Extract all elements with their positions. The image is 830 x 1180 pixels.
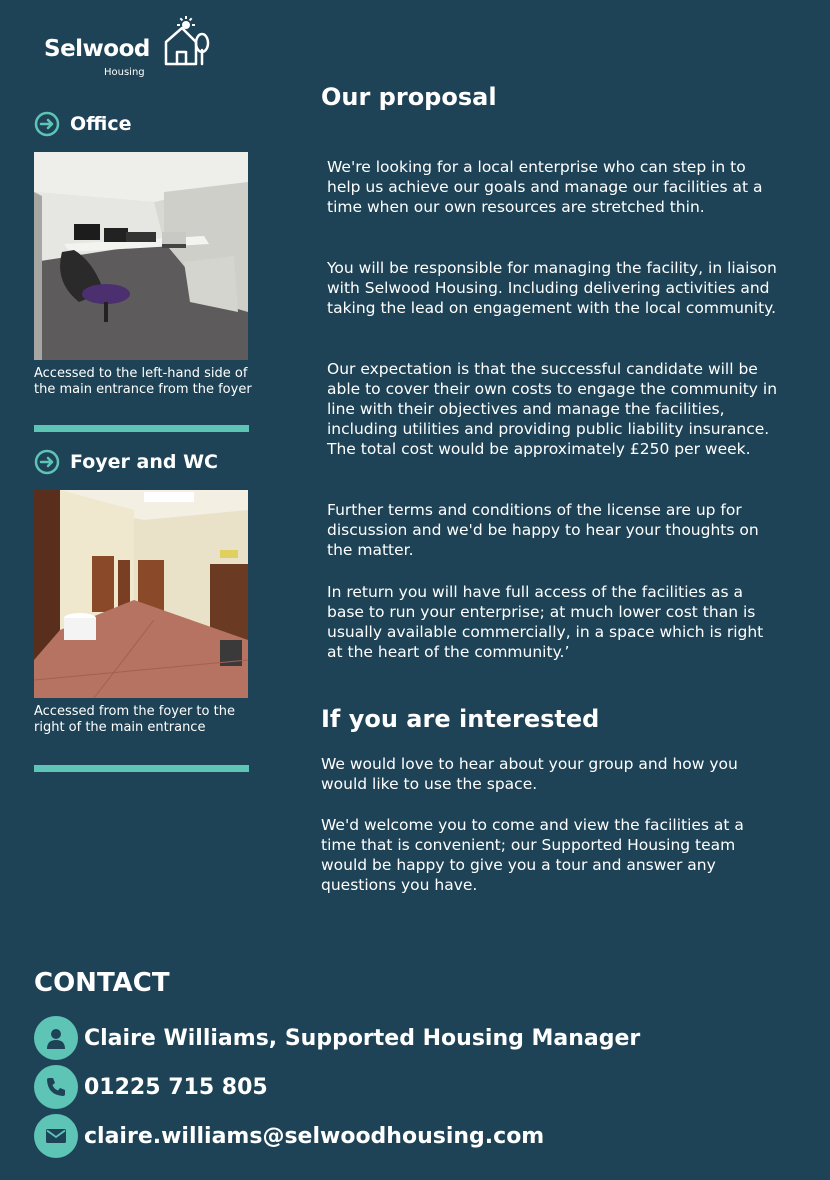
proposal-paragraph-5: In return you will have full access of the facilities as a base to run your enterprise; at much lower cost than is usually available commercially, in a space which is right at the heart of the community.’ (327, 583, 764, 661)
contact-name-row (34, 1016, 640, 1060)
office-caption: Accessed to the left-hand side of the main entrance from the foyer (34, 366, 252, 397)
proposal-title: Our proposal (321, 83, 497, 111)
office-heading (34, 111, 132, 137)
logo-wordmark: Selwood (44, 36, 150, 62)
contact-phone-row (34, 1065, 268, 1109)
arrow-circle-icon (34, 111, 60, 137)
contact-email-row (34, 1114, 544, 1158)
mail-icon (34, 1114, 78, 1158)
proposal-paragraph-4: Further terms and conditions of the license are up for discussion and we'd be happy to hear your thoughts on the matter. (327, 501, 759, 559)
interested-paragraph-2: We'd welcome you to come and view the facilities at a time that is convenient; our Supported Housing team would be happy to give you a tour and answer any questions you have. (321, 816, 744, 894)
office-title: Office (70, 113, 132, 135)
foyer-title: Foyer and WC (70, 451, 218, 473)
office-photo (34, 152, 248, 360)
foyer-heading (34, 449, 218, 475)
house-sun-icon (162, 16, 212, 68)
person-icon (34, 1016, 78, 1060)
interested-paragraph-1: We would love to hear about your group and how you would like to use the space. (321, 755, 738, 793)
interested-title: If you are interested (321, 705, 600, 733)
proposal-paragraph-2: You will be responsible for managing the facility, in liaison with Selwood Housing. Including delivering activities and taking the lead on engagement with the local community. (327, 259, 777, 317)
foyer-photo (34, 490, 248, 698)
divider-bar (34, 425, 249, 432)
logo-subtitle: Housing (104, 67, 145, 78)
contact-title: CONTACT (34, 968, 170, 998)
foyer-caption: Accessed from the foyer to the right of the main entrance (34, 704, 235, 735)
proposal-paragraph-3: Our expectation is that the successful candidate will be able to cover their own costs to engage the community in line with their objectives and manage the facilities, including utilities and providing public liability insurance. The total cost would be approximately £250 per week. (327, 360, 778, 458)
arrow-circle-icon (34, 449, 60, 475)
proposal-paragraph-1: We're looking for a local enterprise who can step in to help us achieve our goals and manage our facilities at a time when our own resources are stretched thin. (327, 158, 763, 216)
contact-email[interactable]: claire.williams@selwoodhousing.com (84, 1123, 545, 1149)
phone-icon (34, 1065, 78, 1109)
contact-phone[interactable]: 01225 715 805 (84, 1074, 268, 1100)
selwood-housing-logo (44, 16, 214, 86)
contact-name: Claire Williams, Supported Housing Manager (84, 1025, 641, 1051)
divider-bar (34, 765, 249, 772)
